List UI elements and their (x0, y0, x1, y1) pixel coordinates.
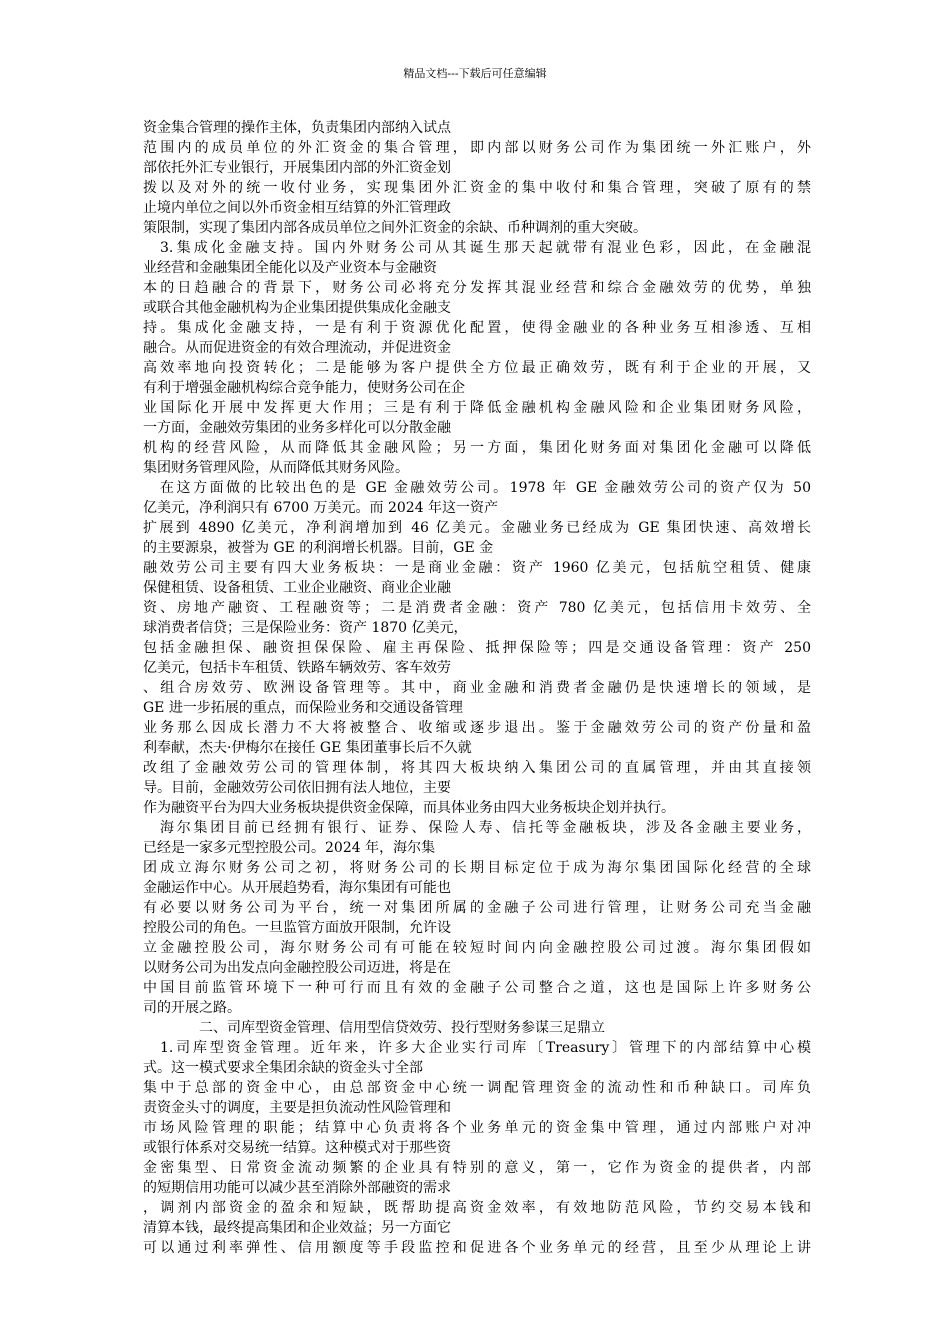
text-line: 有利于增强金融机构综合竞争能力，使财务公司在企 (143, 380, 465, 396)
text-line: 部依托外汇专业银行，开展集团内部的外汇资金划 (143, 160, 451, 176)
text-line: 业务那么因成长潜力不大将被整合、收缩或逐步退出。鉴于金融效劳公司的资产份量和盈 (143, 720, 811, 736)
text-line: 止境内单位之间以外币资金相互结算的外汇管理政 (143, 200, 451, 216)
text-line: 融合。从而促进资金的有效合理流动，并促进资金 (143, 340, 451, 356)
text-line: 球消费者信贷；三是保险业务：资产 1870 亿美元， (143, 620, 468, 636)
text-line: 本的日趋融合的背景下，财务公司必将充分发挥其混业经营和综合金融效劳的优势，单独 (143, 280, 811, 296)
text-line: 可以通过利率弹性、信用额度等手段监控和促进各个业务单元的经营，且至少从理论上讲 (143, 1240, 811, 1256)
text-line: 机构的经营风险，从而降低其金融风险；另一方面，集团化财务面对集团化金融可以降低 (143, 440, 811, 456)
text-line: 3.集成化金融支持。国内外财务公司从其诞生那天起就带有混业色彩，因此，在金融混 (160, 240, 811, 256)
text-line: 改组了金融效劳公司的管理体制，将其四大板块纳入集团公司的直属管理，并由其直接领 (143, 760, 811, 776)
section-heading: 二、司库型资金管理、信用型信贷效劳、投行型财务参谋三足鼎立 (199, 1020, 605, 1036)
text-line: 业国际化开展中发挥更大作用；三是有利于降低金融机构金融风险和企业集团财务风险， (143, 400, 811, 416)
text-line: 在这方面做的比较出色的是 GE 金融效劳公司。1978 年 GE 金融效劳公司的资产仅为 50 (160, 480, 811, 496)
text-line: 立金融控股公司，海尔财务公司有可能在较短时间内向金融控股公司过渡。海尔集团假如 (143, 940, 811, 956)
text-line: 融效劳公司主要有四大业务板块：一是商业金融：资产 1960 亿美元，包括航空租赁、健康 (143, 560, 811, 576)
document-body (143, 118, 811, 1258)
text-line: 利奉献，杰夫·伊梅尔在接任 GE 集团董事长后不久就 (143, 740, 472, 756)
text-line: 资金集合管理的操作主体，负责集团内部纳入试点 (143, 120, 451, 136)
text-line: 集团财务管理风险，从而降低其财务风险。 (143, 460, 409, 476)
text-line: 作为融资平台为四大业务板块提供资金保障，而具体业务由四大业务板块企划并执行。 (143, 800, 675, 816)
text-line: 责资金头寸的调度，主要是担负流动性风险管理和 (143, 1100, 451, 1116)
text-line: 以财务公司为出发点向金融控股公司迈进，将是在 (143, 960, 451, 976)
text-line: 或联合其他金融机构为企业集团提供集成化金融支 (143, 300, 451, 316)
text-line: 团成立海尔财务公司之初，将财务公司的长期目标定位于成为海尔集团国际化经营的全球 (143, 860, 811, 876)
text-line: 持。集成化金融支持，一是有利于资源优化配置，使得金融业的各种业务互相渗透、互相 (143, 320, 811, 336)
text-line: 的短期信用功能可以减少甚至消除外部融资的需求 (143, 1180, 451, 1196)
text-line: 金融运作中心。从开展趋势看，海尔集团有可能也 (143, 880, 451, 896)
text-line: 或银行体系对交易统一结算。这种模式对于那些资 (143, 1140, 451, 1156)
text-line: 金密集型、日常资金流动频繁的企业具有特别的意义，第一，它作为资金的提供者，内部 (143, 1160, 811, 1176)
text-line: 中国目前监管环境下一种可行而且有效的金融子公司整合之道，这也是国际上许多财务公 (143, 980, 811, 996)
text-line: 亿美元，包括卡车租赁、铁路车辆效劳、客车效劳 (143, 660, 451, 676)
text-line: 清算本钱，最终提高集团和企业效益；另一方面它 (143, 1220, 451, 1236)
text-line: 市场风险管理的职能；结算中心负责将各个业务单元的资金集中管理，通过内部账户对冲 (143, 1120, 811, 1136)
text-line: 、组合房效劳、欧洲设备管理等。其中，商业金融和消费者金融仍是快速增长的领域，是 (143, 680, 811, 696)
text-line: 拨以及对外的统一收付业务，实现集团外汇资金的集中收付和集合管理，突破了原有的禁 (143, 180, 811, 196)
text-line: 有必要以财务公司为平台，统一对集团所属的金融子公司进行管理，让财务公司充当金融 (143, 900, 811, 916)
text-line: 1.司库型资金管理。近年来，许多大企业实行司库〔Treasury〕管理下的内部结算中心模 (160, 1040, 811, 1056)
text-line: 式。这一模式要求全集团余缺的资金头寸全部 (143, 1060, 423, 1076)
text-line: 一方面，金融效劳集团的业务多样化可以分散金融 (143, 420, 451, 436)
text-line: 资、房地产融资、工程融资等；二是消费者金融：资产 780 亿美元，包括信用卡效劳、全 (143, 600, 811, 616)
text-line: ，调剂内部资金的盈余和短缺，既帮助提高资金效率，有效地防范风险，节约交易本钱和 (143, 1200, 811, 1216)
text-line: 集中于总部的资金中心，由总部资金中心统一调配管理资金的流动性和币种缺口。司库负 (143, 1080, 811, 1096)
text-line: 保健租赁、设备租赁、工业企业融资、商业企业融 (143, 580, 451, 596)
page-header: 精品文档---下载后可任意编辑 (403, 67, 547, 80)
text-line: 策限制，实现了集团内部各成员单位之间外汇资金的余缺、币种调剂的重大突破。 (143, 220, 647, 236)
text-line: 导。目前，金融效劳公司依旧拥有法人地位，主要 (143, 780, 451, 796)
text-line: 司的开展之路。 (143, 1000, 241, 1016)
text-line: 范围内的成员单位的外汇资金的集合管理，即内部以财务公司作为集团统一外汇账户，外 (143, 140, 811, 156)
text-line: 海尔集团目前已经拥有银行、证券、保险人寿、信托等金融板块，涉及各金融主要业务， (160, 820, 811, 836)
text-line: 的主要源泉，被誉为 GE 的利润增长机器。目前，GE 金 (143, 540, 494, 556)
text-line: 已经是一家多元型控股公司。2024 年，海尔集 (143, 840, 436, 856)
text-line: 高效率地向投资转化；二是能够为客户提供全方位最正确效劳，既有利于企业的开展，又 (143, 360, 811, 376)
text-line: 亿美元，净利润只有 6700 万美元。而 2024 年这一资产 (143, 500, 499, 516)
text-line: 包括金融担保、融资担保保险、雇主再保险、抵押保险等；四是交通设备管理：资产 250 (143, 640, 811, 656)
text-line: 业经营和金融集团全能化以及产业资本与金融资 (143, 260, 437, 276)
text-line: 控股公司的角色。一旦监管方面放开限制，允许设 (143, 920, 451, 936)
text-line: GE 进一步拓展的重点，而保险业务和交通设备管理 (143, 700, 463, 716)
text-line: 扩展到 4890 亿美元，净利润增加到 46 亿美元。金融业务已经成为 GE 集团快速、高效增长 (143, 520, 811, 536)
